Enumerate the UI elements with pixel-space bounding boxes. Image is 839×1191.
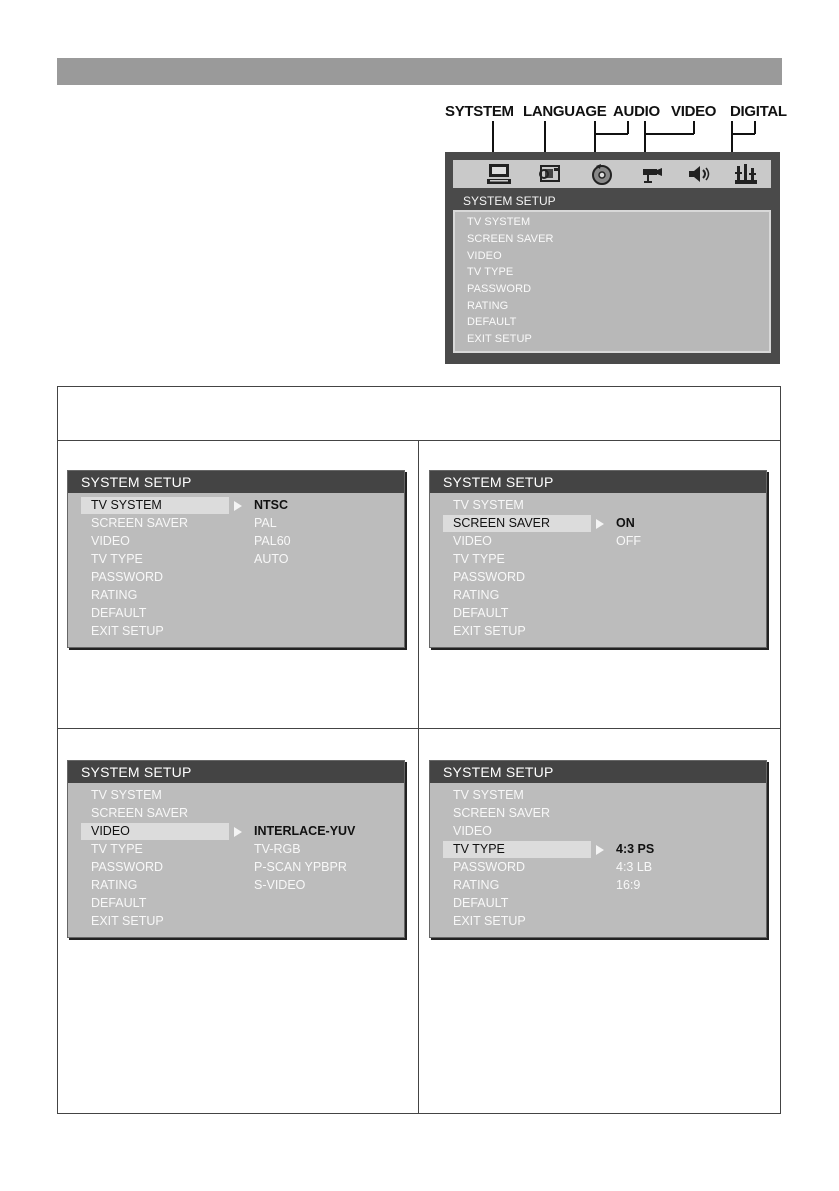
option-ntsc[interactable]: NTSC <box>254 498 289 512</box>
main-setup-list <box>453 210 771 353</box>
option-pal60[interactable]: PAL60 <box>254 534 291 548</box>
option-off[interactable]: OFF <box>616 534 641 548</box>
osd-title: SYSTEM SETUP <box>443 474 554 490</box>
menu-item-video[interactable]: VIDEO <box>91 824 130 838</box>
table-column-divider <box>418 440 419 1114</box>
option-16-9[interactable]: 16:9 <box>616 878 641 892</box>
menu-item-rating[interactable]: RATING <box>453 878 500 892</box>
menu-item-rating[interactable]: RATING <box>91 588 138 602</box>
main-item-video[interactable]: VIDEO <box>467 250 502 262</box>
menu-item-video[interactable]: VIDEO <box>91 534 130 548</box>
menu-item-tv-type[interactable]: TV TYPE <box>91 842 143 856</box>
main-item-tv-system[interactable]: TV SYSTEM <box>467 216 531 228</box>
option-tv-rgb[interactable]: TV-RGB <box>254 842 301 856</box>
connector-audio-h <box>594 133 628 135</box>
system-setup-screen <box>445 152 780 364</box>
menu-item-password[interactable]: PASSWORD <box>453 570 525 584</box>
main-item-password[interactable]: PASSWORD <box>467 283 532 295</box>
equalizer-icon[interactable] <box>733 162 759 186</box>
osd-title: SYSTEM SETUP <box>81 764 192 780</box>
language-icon[interactable] <box>537 162 563 186</box>
menu-item-password[interactable]: PASSWORD <box>91 570 163 584</box>
tab-label-video: VIDEO <box>671 103 717 120</box>
camera-icon[interactable] <box>638 162 664 186</box>
menu-item-screen-saver[interactable]: SCREEN SAVER <box>453 806 551 820</box>
option-pal[interactable]: PAL <box>254 516 277 530</box>
menu-item-screen-saver[interactable]: SCREEN SAVER <box>453 516 551 530</box>
menu-item-screen-saver[interactable]: SCREEN SAVER <box>91 516 189 530</box>
menu-item-password[interactable]: PASSWORD <box>453 860 525 874</box>
menu-item-default[interactable]: DEFAULT <box>91 896 147 910</box>
option-s-video[interactable]: S-VIDEO <box>254 878 306 892</box>
arrow-right-icon <box>596 519 604 529</box>
option-interlace-yuv[interactable]: INTERLACE-YUV <box>254 824 356 838</box>
option-p-scan-ypbpr[interactable]: P-SCAN YPBPR <box>254 860 347 874</box>
main-item-screen-saver[interactable]: SCREEN SAVER <box>467 233 554 245</box>
option-auto[interactable]: AUTO <box>254 552 289 566</box>
connector-audio-v <box>627 121 629 134</box>
menu-item-tv-system[interactable]: TV SYSTEM <box>453 788 524 802</box>
menu-item-screen-saver[interactable]: SCREEN SAVER <box>91 806 189 820</box>
menu-item-tv-type[interactable]: TV TYPE <box>453 552 505 566</box>
computer-icon[interactable] <box>486 162 512 186</box>
menu-item-exit-setup[interactable]: EXIT SETUP <box>453 914 526 928</box>
main-setup-title: SYSTEM SETUP <box>463 194 556 208</box>
arrow-right-icon <box>596 845 604 855</box>
osd-header <box>68 761 404 783</box>
osd-title: SYSTEM SETUP <box>81 474 192 490</box>
setup-icon-bar <box>453 160 771 188</box>
menu-item-video[interactable]: VIDEO <box>453 534 492 548</box>
tv-type-screen <box>429 760 767 938</box>
menu-item-tv-system[interactable]: TV SYSTEM <box>91 788 162 802</box>
header-bar <box>57 58 782 85</box>
menu-item-tv-system[interactable]: TV SYSTEM <box>91 498 162 512</box>
menu-item-password[interactable]: PASSWORD <box>91 860 163 874</box>
tv-system-screen <box>67 470 405 648</box>
tab-label-audio: AUDIO <box>613 103 660 120</box>
menu-item-default[interactable]: DEFAULT <box>453 606 509 620</box>
connector-video-h <box>644 133 694 135</box>
option-on[interactable]: ON <box>616 516 635 530</box>
connector-digital-h <box>731 133 755 135</box>
speaker-icon[interactable] <box>686 162 712 186</box>
tab-label-digital: DIGITAL <box>730 103 787 120</box>
menu-item-exit-setup[interactable]: EXIT SETUP <box>91 914 164 928</box>
menu-item-exit-setup[interactable]: EXIT SETUP <box>453 624 526 638</box>
connector-digital-v <box>754 121 756 134</box>
menu-item-tv-system[interactable]: TV SYSTEM <box>453 498 524 512</box>
menu-item-exit-setup[interactable]: EXIT SETUP <box>91 624 164 638</box>
menu-item-tv-type[interactable]: TV TYPE <box>91 552 143 566</box>
video-output-screen <box>67 760 405 938</box>
menu-item-video[interactable]: VIDEO <box>453 824 492 838</box>
main-item-default[interactable]: DEFAULT <box>467 316 517 328</box>
osd-header <box>430 471 766 493</box>
menu-item-tv-type[interactable]: TV TYPE <box>453 842 505 856</box>
main-item-tv-type[interactable]: TV TYPE <box>467 266 514 278</box>
tab-label-system: SYTSTEM <box>445 103 514 120</box>
osd-title: SYSTEM SETUP <box>443 764 554 780</box>
osd-header <box>68 471 404 493</box>
table-row-divider <box>57 728 781 729</box>
screen-saver-screen <box>429 470 767 648</box>
menu-item-default[interactable]: DEFAULT <box>453 896 509 910</box>
connector-video-v <box>693 121 695 134</box>
tab-label-language: LANGUAGE <box>523 103 607 120</box>
arrow-right-icon <box>234 827 242 837</box>
option-4-3-ps[interactable]: 4:3 PS <box>616 842 655 856</box>
disc-icon[interactable] <box>589 162 615 186</box>
arrow-right-icon <box>234 501 242 511</box>
main-item-rating[interactable]: RATING <box>467 300 509 312</box>
menu-item-rating[interactable]: RATING <box>453 588 500 602</box>
option-4-3-lb[interactable]: 4:3 LB <box>616 860 653 874</box>
osd-header <box>430 761 766 783</box>
menu-item-rating[interactable]: RATING <box>91 878 138 892</box>
main-item-exit-setup[interactable]: EXIT SETUP <box>467 333 532 345</box>
menu-item-default[interactable]: DEFAULT <box>91 606 147 620</box>
table-row-divider <box>57 440 781 441</box>
